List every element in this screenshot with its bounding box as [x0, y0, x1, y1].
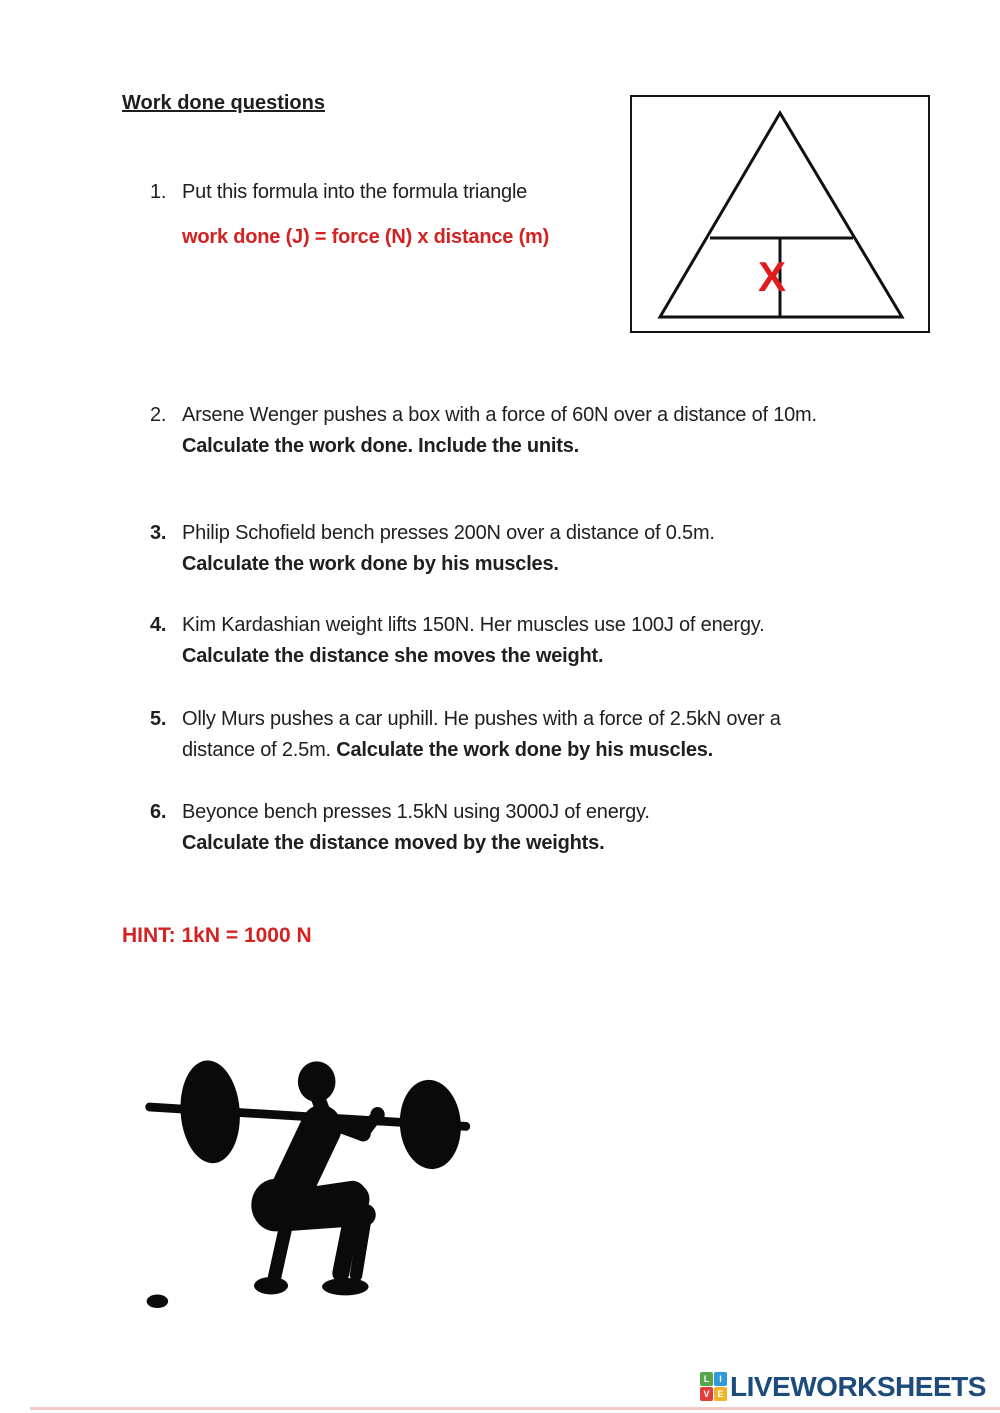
liveworksheets-grid-icon — [700, 1372, 727, 1401]
question-6-number: 6. — [150, 801, 167, 823]
question-1 — [150, 177, 527, 208]
weightlifter-image — [135, 1038, 493, 1315]
formula-triangle-diagram — [632, 97, 928, 331]
question-5-line-2-regular: distance of 2.5m. — [182, 739, 337, 761]
logo-wordmark: LIVEWORKSHEETS — [730, 1370, 986, 1402]
question-6-line-2-bold: Calculate the distance moved by the weights. — [182, 832, 605, 854]
question-6 — [150, 797, 650, 859]
question-5-line-2-bold: Calculate the work done by his muscles. — [336, 739, 714, 761]
question-3-line-2-bold: Calculate the work done by his muscles. — [182, 553, 559, 575]
question-1-number: 1. — [150, 181, 167, 203]
question-5-line-2 — [182, 735, 781, 766]
question-6-line-2 — [182, 828, 650, 859]
hint-text: HINT: 1kN = 1000 N — [122, 924, 312, 947]
logo-square-e: E — [714, 1387, 727, 1401]
liveworksheets-logo[interactable] — [700, 1372, 986, 1401]
question-3-line-2 — [182, 549, 715, 580]
question-5 — [150, 704, 781, 766]
question-6-line-1: Beyonce bench presses 1.5kN using 3000J of energy. — [182, 801, 650, 823]
question-1-formula: work done (J) = force (N) x distance (m) — [182, 226, 550, 248]
question-1-line-1: Put this formula into the formula triangle — [182, 181, 528, 203]
question-2-line-2 — [182, 431, 817, 462]
question-2-number: 2. — [150, 404, 167, 426]
page-title: Work done questions — [122, 92, 325, 114]
formula-triangle-figure[interactable] — [630, 95, 930, 333]
triangle-x-mark: X — [757, 253, 787, 300]
question-2-line-2-bold: Calculate the work done. Include the units. — [182, 435, 580, 457]
question-2-line-1: Arsene Wenger pushes a box with a force of 60N over a distance of 10m. — [182, 404, 817, 426]
question-4-line-2-bold: Calculate the distance she moves the weight. — [182, 645, 604, 667]
question-4-line-1: Kim Kardashian weight lifts 150N. Her muscles use 100J of energy. — [182, 614, 765, 636]
question-3-line-1: Philip Schofield bench presses 200N over a distance of 0.5m. — [182, 522, 715, 544]
question-4 — [150, 610, 764, 672]
question-3 — [150, 518, 715, 580]
logo-square-i: I — [714, 1372, 727, 1386]
question-5-number: 5. — [150, 708, 167, 730]
logo-square-l: L — [700, 1372, 713, 1386]
question-5-line-1: Olly Murs pushes a car uphill. He pushes with a force of 2.5kN over a — [182, 708, 781, 730]
question-3-number: 3. — [150, 522, 167, 544]
bottom-divider — [30, 1407, 1000, 1410]
question-4-line-2 — [182, 641, 764, 672]
weightlifter-silhouette — [135, 1038, 493, 1310]
question-2 — [150, 400, 817, 462]
logo-square-v: V — [700, 1387, 713, 1401]
question-4-number: 4. — [150, 614, 167, 636]
